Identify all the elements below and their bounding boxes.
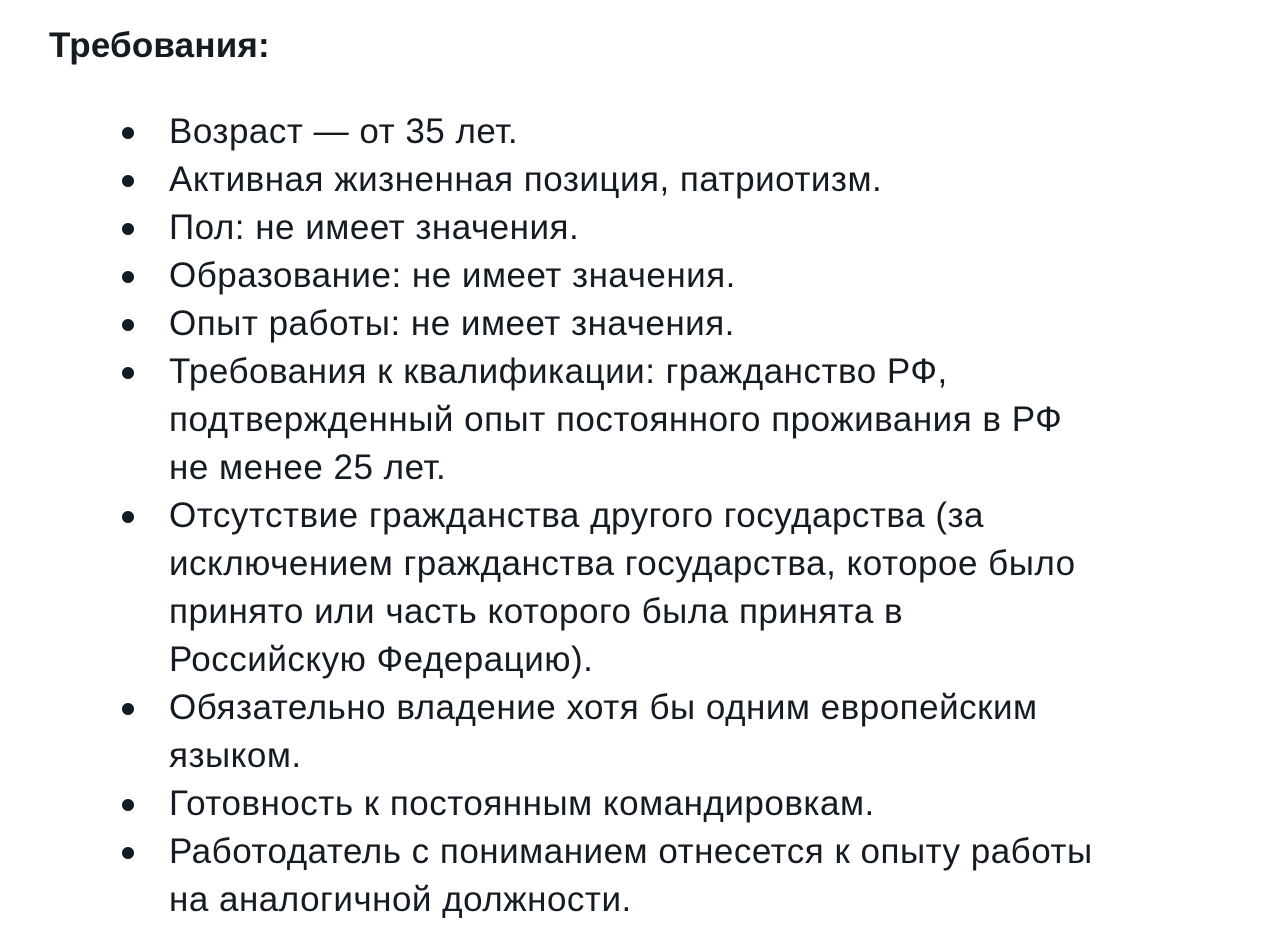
list-item bbox=[0, 348, 1280, 492]
list-item bbox=[0, 684, 1280, 780]
requirements-heading: Требования: bbox=[49, 26, 270, 65]
list-item-text: Образование: не имеет значения. bbox=[169, 256, 736, 295]
list-item bbox=[0, 780, 1280, 828]
bullet-icon bbox=[122, 367, 134, 379]
list-item-text: Возраст — от 35 лет. bbox=[169, 112, 519, 151]
list-item-text: Обязательно владение хотя бы одним европейским языком. bbox=[169, 688, 1038, 775]
bullet-icon bbox=[122, 127, 134, 139]
list-item-text: Активная жизненная позиция, патриотизм. bbox=[169, 160, 883, 199]
bullet-icon bbox=[122, 319, 134, 331]
bullet-icon bbox=[122, 847, 134, 859]
list-item bbox=[0, 300, 1280, 348]
list-item bbox=[0, 252, 1280, 300]
bullet-icon bbox=[122, 703, 134, 715]
bullet-icon bbox=[122, 223, 134, 235]
bullet-icon bbox=[122, 271, 134, 283]
list-item-text: Отсутствие гражданства другого государства (за исключением гражданства государства, которое было принято или часть которого была принята в Российскую Федерацию). bbox=[169, 496, 1076, 679]
list-item bbox=[0, 204, 1280, 252]
list-item bbox=[0, 108, 1280, 156]
list-item-text: Готовность к постоянным командировкам. bbox=[169, 784, 875, 823]
list-item bbox=[0, 828, 1280, 924]
list-item bbox=[0, 492, 1280, 684]
requirements-list bbox=[0, 108, 1280, 924]
bullet-icon bbox=[122, 175, 134, 187]
list-item-text: Требования к квалификации: гражданство РФ, подтвержденный опыт постоянного проживания в РФ не менее 25 лет. bbox=[169, 352, 1063, 487]
bullet-icon bbox=[122, 799, 134, 811]
list-item-text: Пол: не имеет значения. bbox=[169, 208, 580, 247]
bullet-icon bbox=[122, 511, 134, 523]
list-item-text: Опыт работы: не имеет значения. bbox=[169, 304, 735, 343]
list-item-text: Работодатель с пониманием отнесется к опыту работы на аналогичной должности. bbox=[169, 832, 1093, 919]
list-item bbox=[0, 156, 1280, 204]
